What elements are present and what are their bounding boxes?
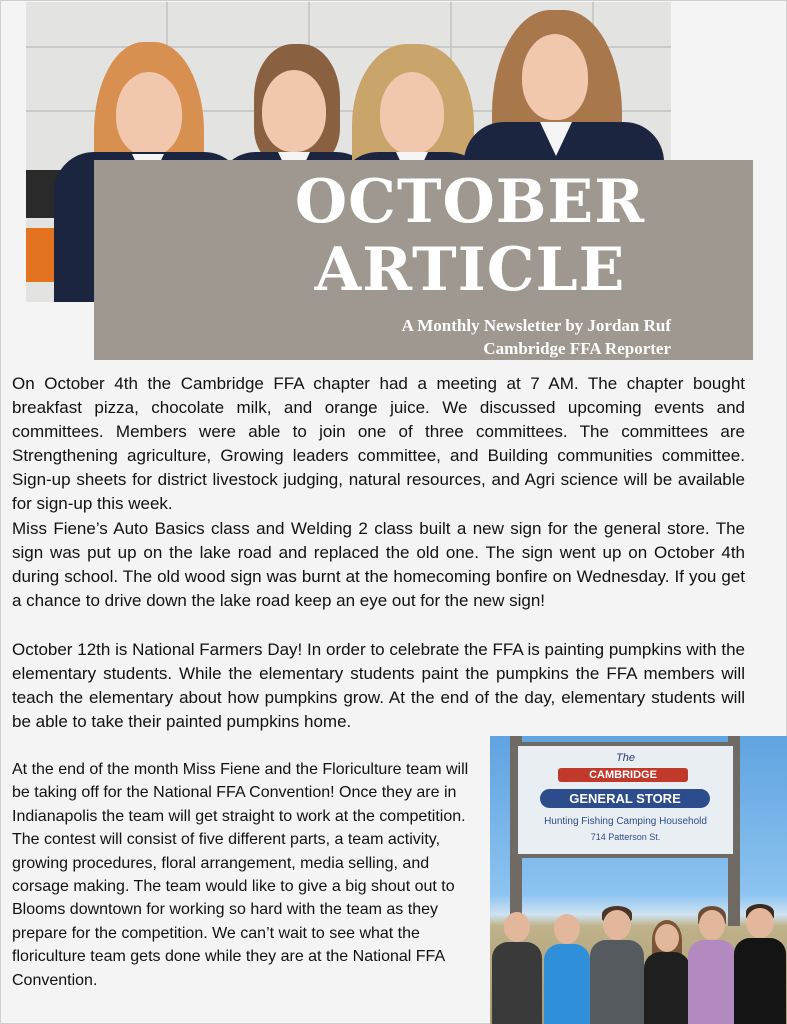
student-figure: [644, 920, 690, 1024]
newsletter-subtitle: [402, 314, 671, 360]
subtitle-line-1: A Monthly Newsletter by Jordan Ruf: [401, 316, 671, 335]
store-sign-photo: [490, 736, 787, 1024]
sign-the: The: [616, 752, 635, 764]
sign-general-store: GENERAL STORE: [540, 789, 710, 808]
student-figure: [688, 906, 736, 1024]
sign-services: Hunting Fishing Camping Household: [544, 816, 707, 827]
student-figure: [590, 906, 644, 1024]
sign-address: 714 Patterson St.: [590, 832, 661, 842]
subtitle-line-2: Cambridge FFA Reporter: [483, 339, 671, 358]
store-sign: [514, 742, 737, 858]
article-paragraph-meeting: On October 4th the Cambridge FFA chapter had a meeting at 7 AM. The chapter bought breakfast pizza, chocolate milk, and orange juice. We discussed upcoming events and committees. Members were able to join one of three committees. The committees are Strengthening agriculture, Growing leaders committee, and Building communities committee. Sign-up sheets for district livestock judging, natural resources, and Agri science will be available for sign-up this week.: [12, 374, 745, 513]
student-figure: [492, 912, 542, 1024]
sign-cambridge: CAMBRIDGE: [558, 768, 688, 782]
article-paragraph-sign: Miss Fiene’s Auto Basics class and Welding 2 class built a new sign for the general store. The sign was put up on the lake road and replaced the old one. The sign went up on October 4th during school. The old wood sign was burnt at the homecoming bonfire on Wednesday. If you get a chance to drive down the lake road keep an eye out for the new sign!: [12, 519, 745, 610]
student-figure: [734, 904, 786, 1024]
newsletter-title: [270, 167, 670, 305]
student-figure: [544, 914, 590, 1024]
title-line-1: OCTOBER: [294, 167, 646, 237]
title-line-2: ARTICLE: [314, 235, 626, 305]
article-paragraph-farmers-day: October 12th is National Farmers Day! In order to celebrate the FFA is painting pumpkins with the elementary students. While the elementary students paint the pumpkins the FFA members will teach the elementary about how pumpkins grow. At the end of the day, elementary students will be able to take their painted pumpkins home.: [12, 640, 745, 731]
article-paragraph-convention: At the end of the month Miss Fiene and the Floriculture team will be taking off for the National FFA Convention! Once they are in Indianapolis the team will get straight to work at the competition. The contest will consist of five different parts, a team activity, growing procedures, floral arrangement, media selling, and corsage making. The team would like to give a big shout out to Blooms downtown for working so hard with the team as they prepare for the competition. We can’t wait to see what the floriculture team gets done while they are at the National FFA Convention.: [12, 761, 469, 989]
